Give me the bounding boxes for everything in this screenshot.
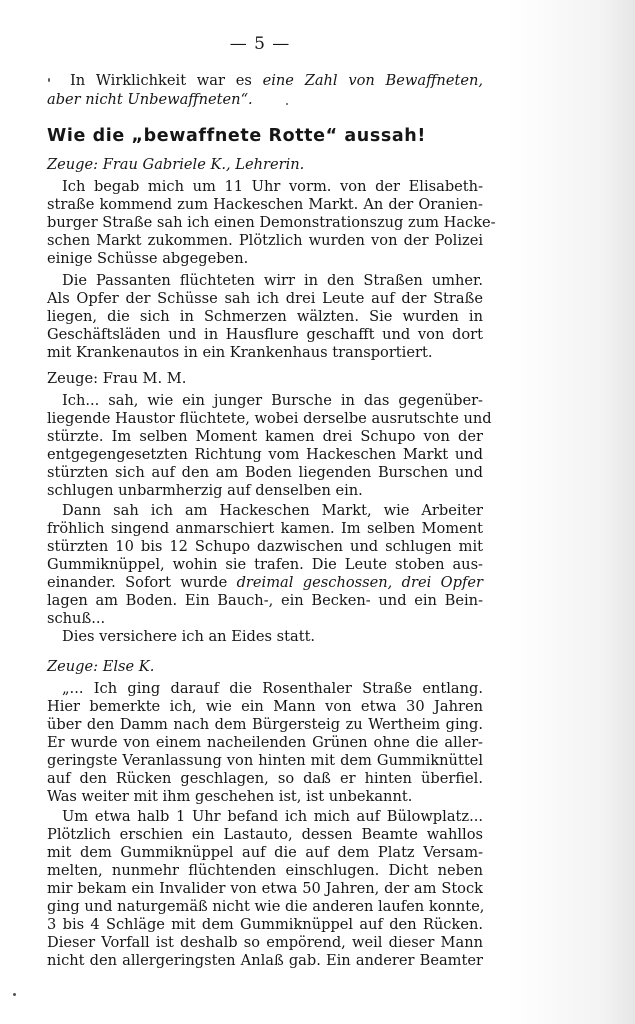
text-line: mit dem Gummiknüppel auf die auf dem Platz Versam-: [47, 844, 483, 861]
print-speck: [286, 103, 288, 105]
text-line: straße kommend zum Hackeschen Markt. An der Oranien-: [47, 196, 483, 213]
text-line: nicht den allergeringsten Anlaß gab. Ein anderer Beamter: [47, 952, 483, 969]
intro-emphasis: aber nicht Unbewaffneten“.: [47, 91, 253, 108]
text-line: ging und naturgemäß nicht wie die anderen laufen konnte,: [47, 898, 485, 915]
text-line: Dies versichere ich an Eides statt.: [62, 628, 316, 645]
text-line: stürzten 10 bis 12 Schupo dazwischen und schlugen mit: [47, 538, 483, 555]
text-line: mir bekam ein Invalider von etwa 50 Jahren, der am Stock: [47, 880, 483, 897]
text-line: Die Passanten flüchteten wirr in den Straßen umher.: [62, 272, 483, 289]
text-line: burger Straße sah ich einen Demonstrationszug zum Hacke-: [47, 214, 496, 231]
text-line: 3 bis 4 Schläge mit dem Gummiknüppel auf den Rücken.: [47, 916, 483, 933]
text-line: mit Krankenautos in ein Krankenhaus transportiert.: [47, 344, 433, 361]
text-line: geringste Veranlassung von hinten mit dem Gummiknüttel: [47, 752, 483, 769]
section-heading: Wie die „bewaffnete Rotte“ aussah!: [47, 126, 426, 146]
text-line: Gummiknüppel, wohin sie trafen. Die Leute stoben aus-: [47, 556, 483, 573]
intro-emphasis: eine Zahl von Bewaffneten,: [262, 72, 483, 89]
print-speck: [48, 78, 50, 82]
intro-text: In Wirklichkeit war es: [70, 72, 263, 89]
text-line: stürzte. Im selben Moment kamen drei Schupo von der: [47, 428, 483, 445]
text-line: Er wurde von einem nacheilenden Grünen ohne die aller-: [47, 734, 483, 751]
text-line: [47, 574, 483, 592]
text-span: einander. Sofort wurde: [47, 574, 237, 591]
text-line: Dieser Vorfall ist deshalb so empörend, weil dieser Mann: [47, 934, 483, 951]
text-line: schen Markt zukommen. Plötzlich wurden von der Polizei: [47, 232, 483, 249]
text-line: schlugen unbarmherzig auf denselben ein.: [47, 482, 363, 499]
text-line: schuß...: [47, 610, 106, 627]
text-line: über den Damm nach dem Bürgersteig zu Wertheim ging.: [47, 716, 483, 733]
text-line: Als Opfer der Schüsse sah ich drei Leute auf der Straße: [47, 290, 483, 307]
page-number: — 5 —: [229, 34, 291, 54]
text-line: auf den Rücken geschlagen, so daß er hinten überfiel.: [47, 770, 483, 787]
text-line: Was weiter mit ihm geschehen ist, ist unbekannt.: [47, 788, 413, 805]
text-line: fröhlich singend anmarschiert kamen. Im selben Moment: [47, 520, 483, 537]
text-line: Geschäftsläden und in Hausflure geschafft und von dort: [47, 326, 483, 343]
text-line: entgegengesetzten Richtung vom Hackeschen Markt und: [47, 446, 483, 463]
text-line: liegende Haustor flüchtete, wobei derselbe ausrutschte und: [47, 410, 492, 427]
text-line: liegen, die sich in Schmerzen wälzten. Sie wurden in: [47, 308, 483, 325]
text-line: lagen am Boden. Ein Bauch-, ein Becken- und ein Bein-: [47, 592, 483, 609]
print-speck: [13, 993, 16, 996]
text-line: Hier bemerkte ich, wie ein Mann von etwa 30 Jahren: [47, 698, 483, 715]
text-line: Ich... sah, wie ein junger Bursche in das gegenüber-: [62, 392, 483, 409]
intro-line-2: [47, 91, 483, 109]
text-emphasis: dreimal geschossen, drei Opfer: [236, 574, 483, 591]
text-line: Ich begab mich um 11 Uhr vorm. von der Elisabeth-: [62, 178, 483, 195]
witness-label: Zeuge: Frau M. M.: [47, 370, 187, 387]
text-line: stürzten sich auf den am Boden liegenden Burschen und: [47, 464, 483, 481]
text-line: Um etwa halb 1 Uhr befand ich mich auf Bülowplatz...: [62, 808, 483, 825]
witness-label: Zeuge: Else K.: [47, 658, 155, 675]
intro-line-1: [70, 72, 483, 90]
text-line: melten, nunmehr flüchtenden einschlugen. Dicht neben: [47, 862, 483, 879]
text-line: „... Ich ging darauf die Rosenthaler Straße entlang.: [62, 680, 483, 697]
witness-label: Zeuge: Frau Gabriele K., Lehrerin.: [47, 156, 305, 173]
text-line: Dann sah ich am Hackeschen Markt, wie Arbeiter: [62, 502, 483, 519]
text-line: einige Schüsse abgegeben.: [47, 250, 249, 267]
text-line: Plötzlich erschien ein Lastauto, dessen Beamte wahllos: [47, 826, 483, 843]
